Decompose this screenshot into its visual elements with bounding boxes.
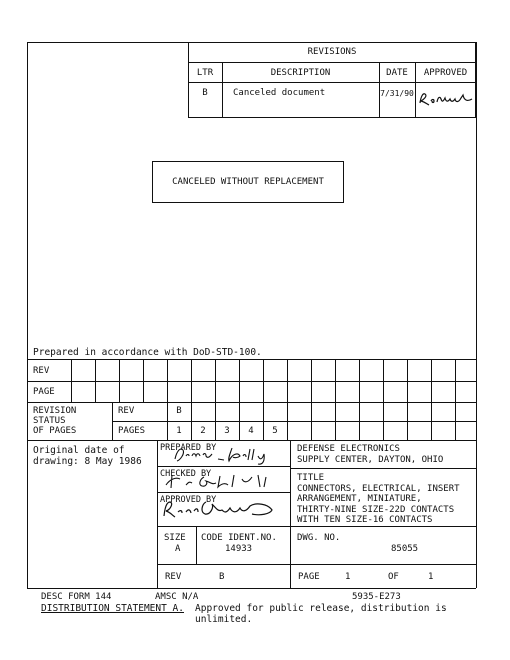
fsc-code: 5935-E273 xyxy=(352,592,401,602)
frame-left-edge xyxy=(27,42,28,588)
form-number: DESC FORM 144 xyxy=(41,592,112,602)
status-rev-label: REV xyxy=(118,406,135,416)
revision-letter: B xyxy=(202,88,208,98)
revision-status-label: REVISION STATUS OF PAGES xyxy=(33,406,77,436)
rev-label: REV xyxy=(165,572,182,582)
rev-value: B xyxy=(219,572,225,582)
dwg-no-value: 85055 xyxy=(391,544,419,554)
canceled-notice: CANCELED WITHOUT REPLACEMENT xyxy=(172,177,324,187)
rev-row-label: REV xyxy=(33,366,50,376)
dwg-no-label: DWG. NO. xyxy=(297,533,341,543)
page-row-label: PAGE xyxy=(33,387,55,397)
of-value: 1 xyxy=(428,572,434,582)
distribution-statement-label: DISTRIBUTION STATEMENT A. xyxy=(41,603,184,614)
original-date: Original date of drawing: 8 May 1986 xyxy=(33,445,142,467)
page-number-5: 5 xyxy=(272,426,278,436)
approval-signature xyxy=(417,90,475,108)
prepared-by-label: PREPARED BY xyxy=(160,443,217,453)
prepared-in-accordance: Prepared in accordance with DoD-STD-100. xyxy=(33,347,262,358)
size-value: A xyxy=(175,544,181,554)
distribution-statement-text: Approved for public release, distribution is unlimited. xyxy=(195,603,447,625)
prepared-by-signature xyxy=(172,444,290,466)
revisions-title: REVISIONS xyxy=(307,47,357,57)
description-header: DESCRIPTION xyxy=(270,68,331,78)
of-label: OF xyxy=(388,572,399,582)
code-ident-value: 14933 xyxy=(225,544,253,554)
amsc-code: AMSC N/A xyxy=(155,592,199,602)
frame-right-edge xyxy=(476,42,477,588)
page-number-1: 1 xyxy=(176,426,182,436)
approved-header: APPROVED xyxy=(423,68,468,78)
revision-date: 7/31/90 xyxy=(380,89,414,98)
size-label: SIZE xyxy=(164,533,186,543)
code-ident-label: CODE IDENT.NO. xyxy=(201,533,277,543)
status-rev-value: B xyxy=(176,406,182,416)
approved-by-signature xyxy=(160,496,282,522)
ltr-header: LTR xyxy=(196,68,214,78)
drawing-title: TITLE CONNECTORS, ELECTRICAL, INSERT ARRANGEMENT, MINIATURE, THIRTY-NINE SIZE-22D CONTACTS WITH TEN SIZE-16 CONTACTS xyxy=(297,473,460,525)
page-label: PAGE xyxy=(298,572,320,582)
page-value: 1 xyxy=(345,572,351,582)
checked-by-signature xyxy=(162,471,280,491)
page-number-2: 2 xyxy=(200,426,206,436)
status-pages-label: PAGES xyxy=(118,426,146,436)
checked-by-label: CHECKED BY xyxy=(160,469,212,479)
agency-name: DEFENSE ELECTRONICS SUPPLY CENTER, DAYTON, OHIO xyxy=(297,444,444,465)
page-number-4: 4 xyxy=(248,426,254,436)
approved-by-label: APPROVED BY xyxy=(160,495,217,505)
revision-description: Canceled document xyxy=(233,88,326,98)
date-header: DATE xyxy=(386,68,408,78)
page-number-3: 3 xyxy=(224,426,230,436)
